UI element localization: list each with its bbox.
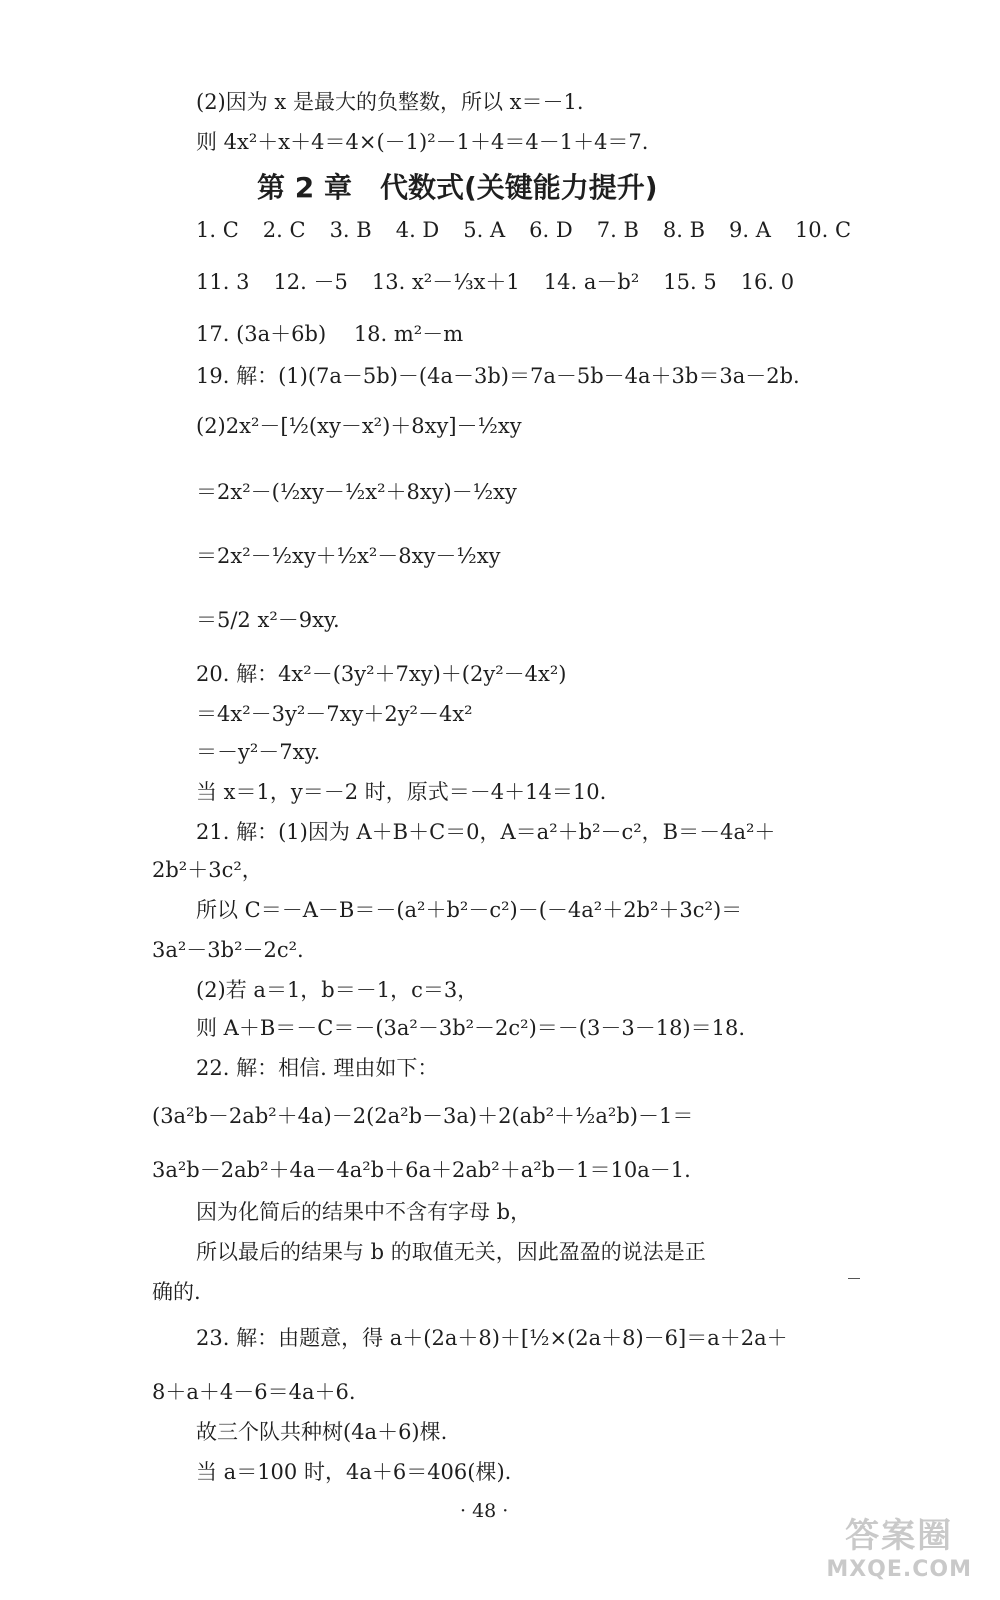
text-line: ＝4x²－3y²－7xy＋2y²－4x² — [196, 702, 473, 726]
answer-item: 8. B — [662, 218, 706, 242]
answer-item: 1. C — [196, 218, 239, 242]
margin-mark — [848, 1278, 860, 1279]
chapter-title: 第 2 章 代数式(关键能力提升) — [257, 171, 658, 204]
text-line: 3a²b－2ab²＋4a－4a²b＋6a＋2ab²＋a²b－1＝10a－1. — [152, 1158, 691, 1182]
text-line: ＝2x²－(½xy－½x²＋8xy)－½xy — [196, 480, 517, 504]
answer-item: 13. x²－⅓x＋1 — [371, 270, 520, 294]
answer-row — [196, 268, 818, 296]
text-line: ＝5/2 x²－9xy. — [196, 608, 340, 632]
text-line: 19. 解：(1)(7a－5b)－(4a－3b)＝7a－5b－4a＋3b＝3a－2b. — [196, 364, 800, 388]
answer-item: 3. B — [329, 218, 372, 242]
answer-item: 14. a－b² — [543, 270, 640, 294]
text-line: 当 x＝1，y＝－2 时，原式＝－4＋14＝10. — [196, 780, 607, 804]
text-line: 2b²＋3c²， — [152, 858, 263, 882]
answer-item: 5. A — [463, 218, 506, 242]
text-line: 则 4x²＋x＋4＝4×(－1)²－1＋4＝4－1＋4＝7. — [196, 130, 649, 154]
answer-item: 4. D — [395, 218, 440, 242]
answer-item: 7. B — [596, 218, 639, 242]
text-line: ＝2x²－½xy＋½x²－8xy－½xy — [196, 544, 501, 568]
text-line: 8＋a＋4－6＝4a＋6. — [152, 1380, 356, 1404]
text-line: 20. 解：4x²－(3y²＋7xy)＋(2y²－4x²) — [196, 662, 567, 686]
text-line: (2)2x²－[½(xy－x²)＋8xy]－½xy — [196, 414, 522, 438]
watermark-bottom: MXQE.COM — [826, 1557, 972, 1582]
watermark-top: 答案圈 — [845, 1516, 954, 1556]
answer-item: 11. 3 — [196, 270, 250, 294]
text-line: (2)因为 x 是最大的负整数，所以 x＝－1. — [196, 90, 584, 114]
text-line: (2)若 a＝1，b＝－1，c＝3， — [196, 978, 479, 1002]
text-line: 当 a＝100 时，4a＋6＝406(棵). — [196, 1460, 512, 1484]
text-line: 23. 解：由题意，得 a＋(2a＋8)＋[½×(2a＋8)－6]＝a＋2a＋ — [196, 1326, 788, 1350]
watermark — [826, 1508, 972, 1582]
answer-item: 2. C — [262, 218, 306, 242]
page-number: · 48 · — [460, 1500, 509, 1522]
answer-item: 12. －5 — [273, 270, 348, 294]
text-line: 3a²－3b²－2c². — [152, 938, 304, 962]
text-line: 所以 C＝－A－B＝－(a²＋b²－c²)－(－4a²＋2b²＋3c²)＝ — [196, 898, 743, 922]
answer-item: 6. D — [529, 218, 573, 242]
text-line: 则 A＋B＝－C＝－(3a²－3b²－2c²)＝－(3－3－18)＝18. — [196, 1016, 746, 1040]
text-line: 因为化简后的结果中不含有字母 b， — [196, 1200, 532, 1224]
answer-item: 15. 5 — [663, 270, 717, 294]
text-line: 所以最后的结果与 b 的取值无关，因此盈盈的说法是正 — [196, 1240, 706, 1264]
text-line: 22. 解：相信. 理由如下： — [196, 1056, 439, 1080]
answer-item: 10. C — [794, 218, 852, 242]
answer-item: 9. A — [729, 218, 771, 242]
text-line: ＝－y²－7xy. — [196, 740, 321, 764]
text-line: 17. (3a＋6b) 18. m²－m — [196, 322, 464, 346]
text-line: 21. 解：(1)因为 A＋B＋C＝0，A＝a²＋b²－c²，B＝－4a²＋ — [196, 820, 776, 844]
text-line: 确的. — [152, 1280, 201, 1304]
text-line: 故三个队共种树(4a＋6)棵. — [196, 1420, 448, 1444]
text-line: (3a²b－2ab²＋4a)－2(2a²b－3a)＋2(ab²＋½a²b)－1＝ — [152, 1104, 694, 1128]
answer-row — [196, 216, 875, 244]
answer-item: 16. 0 — [740, 270, 795, 294]
